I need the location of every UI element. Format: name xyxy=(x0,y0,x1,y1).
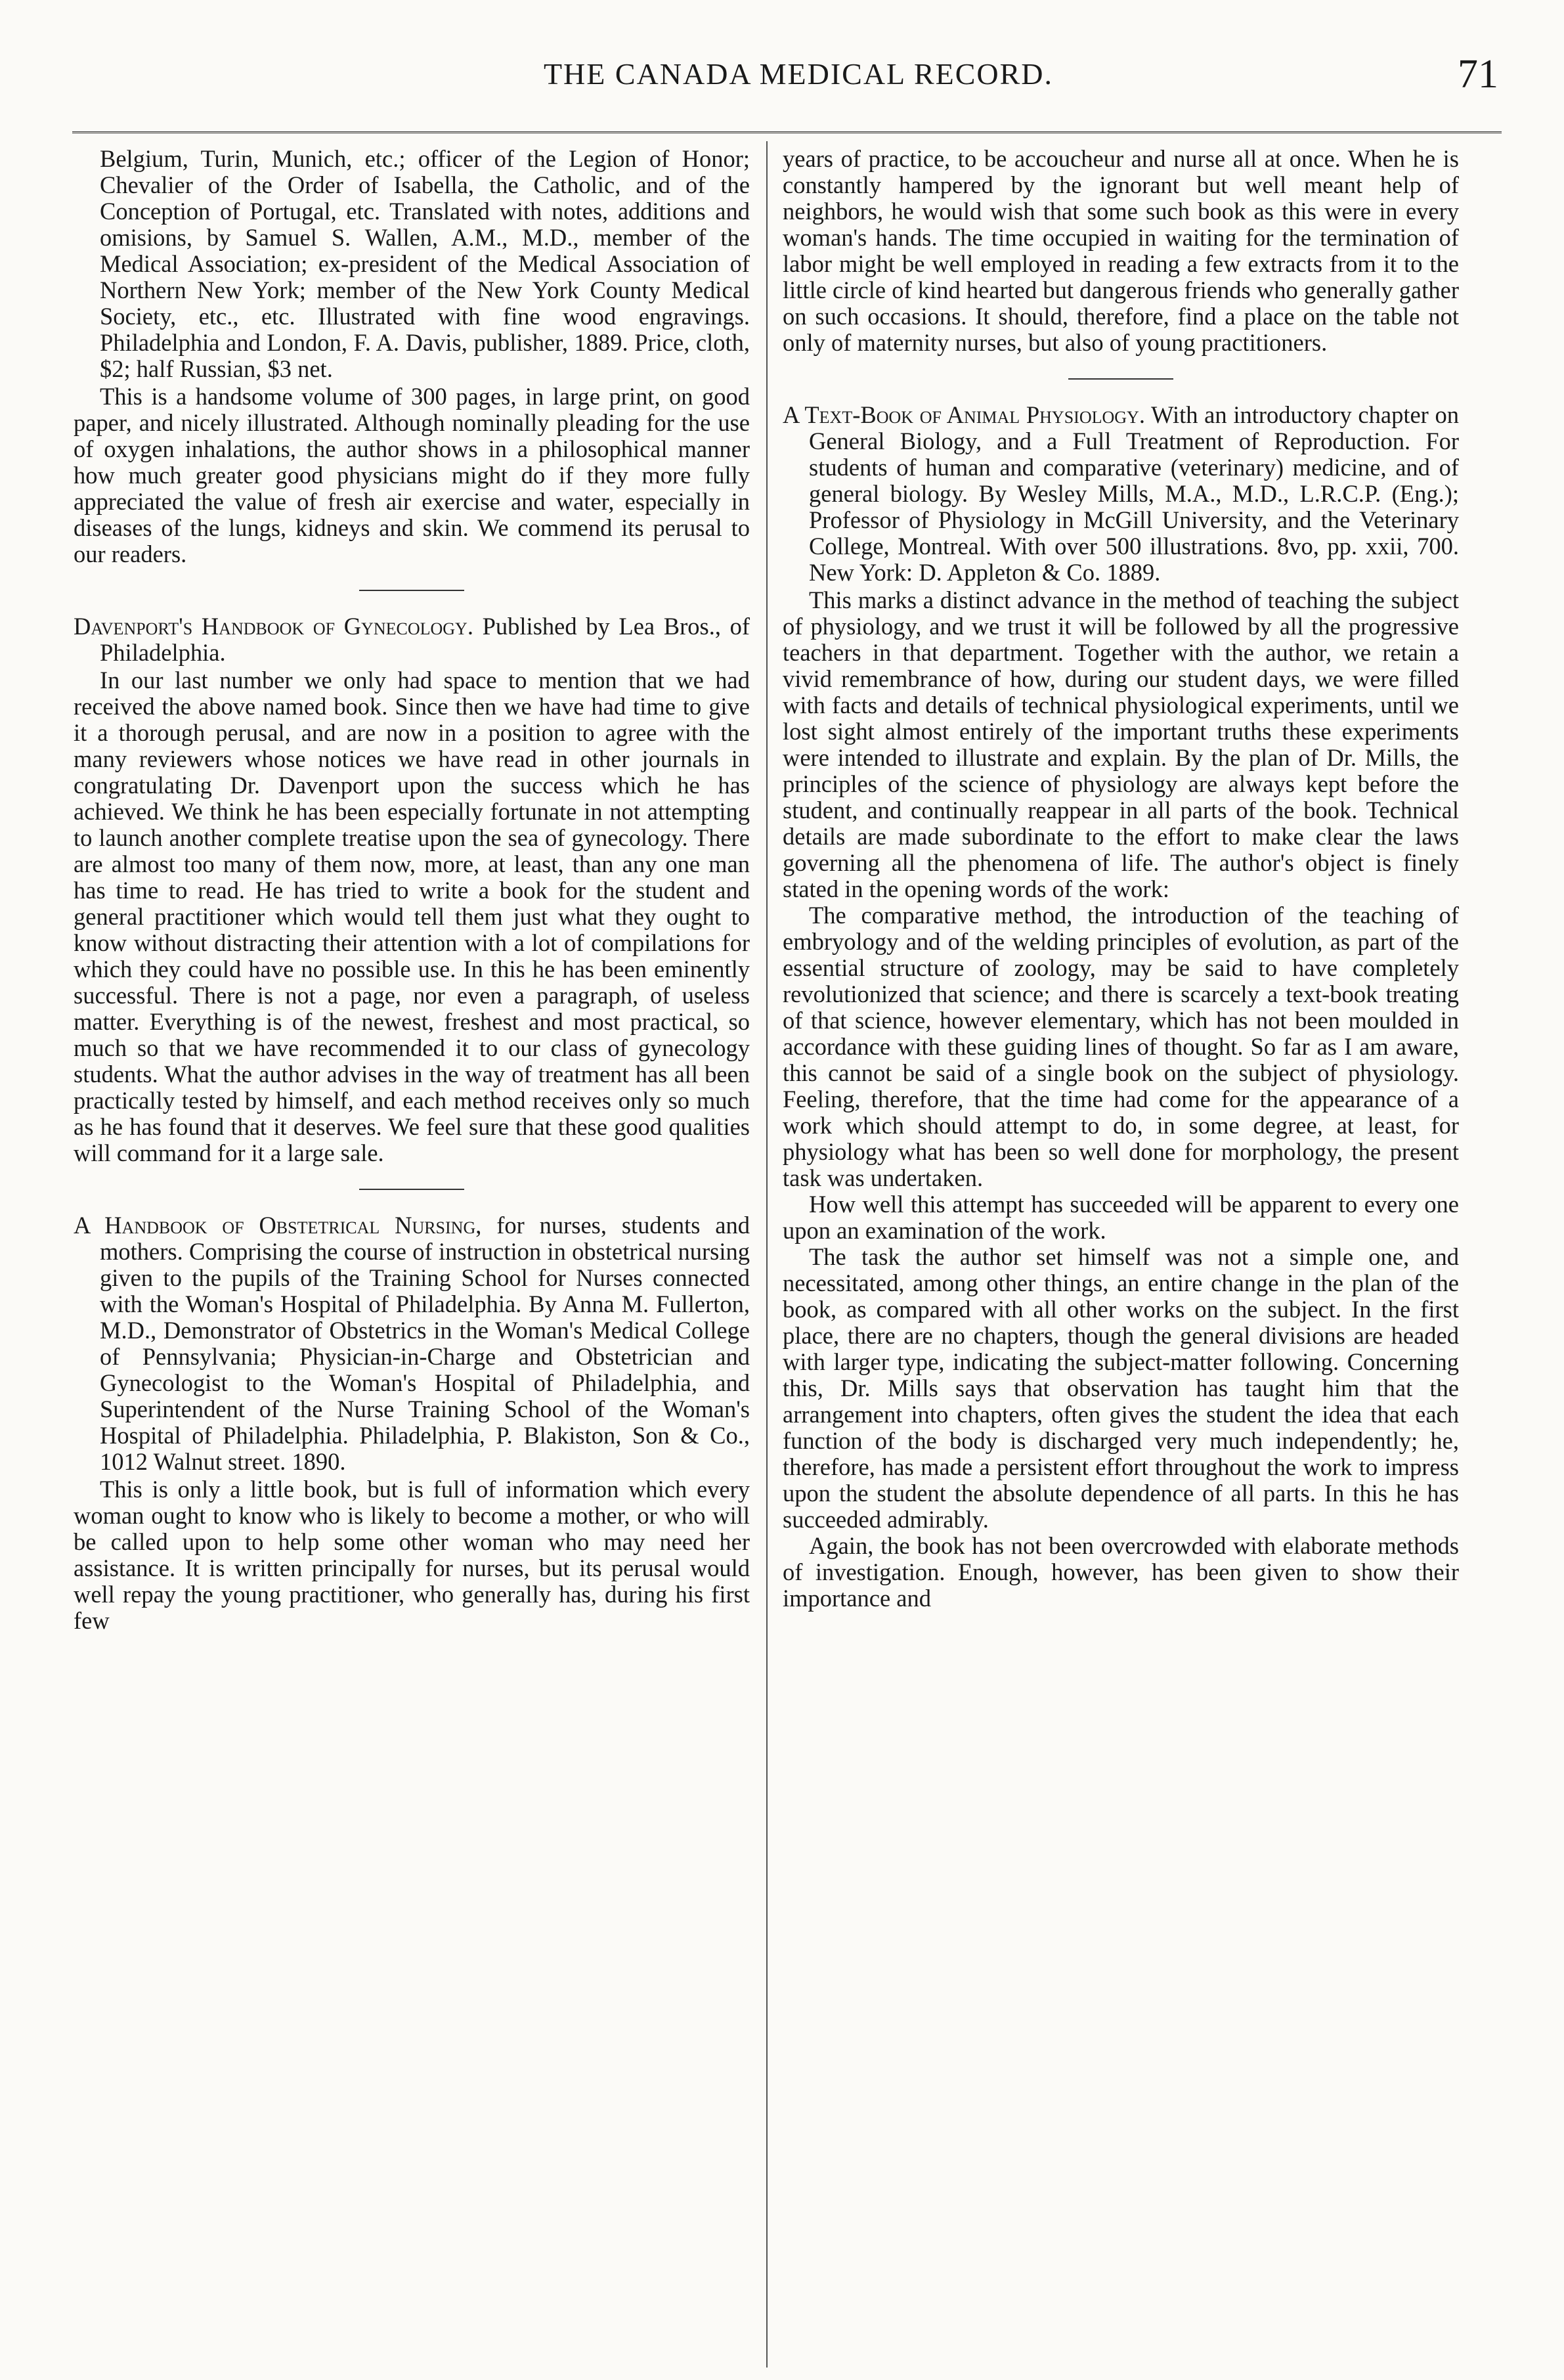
review-4-details: With an introductory chapter on General Biology, and a Full Treatment of Reproduction. For students of human and comparative (veterinary) medicine, and of general biology. By Wesley Mills, M.A., M.D., L.R.C.P. (Eng.); Professor of Physiology in McGill University, and the Veterinary College, Montreal. With over 500 illustrations. 8vo, pp. xxii, 700. New York: D. Appleton & Co. 1889. xyxy=(809,401,1460,586)
column-divider xyxy=(766,141,768,2368)
review-2-citation xyxy=(74,613,750,666)
review-4-body-4: The task the author set himself was not a simple one, and necessitated, among other things, an entire change in the plan of the book, as compared with all other works on the subject. In the first place, there are no chapters, though the general divisions are headed with larger type, indicating the subject-matter following. Concerning this, Dr. Mills says that observation has taught him that the arrangement into chapters, often gives the student the idea that each function of the body is discharged very much independently; he, therefore, has made a persistent effort throughout the work to impress upon the student the absolute dependence of all parts. In this he has succeeded admirably. xyxy=(783,1243,1459,1533)
review-2-body: In our last number we only had space to mention that we had received the above named book. Since then we have had time to give it a thorough perusal, and are now in a position to agree with the many reviewers whose notices we have read in other journals in congratulating Dr. Davenport upon the success which he has achieved. We think he has been especially fortunate in not attempting to launch another complete treatise upon the sea of gynecology. There are almost too many of them now, more, at least, than any one man has time to read. He has tried to write a book for the student and general practitioner which would tell them just what they ought to know without distracting their attention with a lot of compilations for which they could have no possible use. In this he has been eminently successful. There is not a page, nor even a paragraph, of useless matter. Everything is of the newest, freshest and most practical, so much so that we have recommended it to our class of gynecology students. What the author advises in the way of treatment has all been practically tested by himself, and each method receives only so much as he has found that it deserves. We feel sure that these good qualities will command for it a large sale. xyxy=(74,667,750,1166)
review-3-body: This is only a little book, but is full of information which every woman ought to know who is likely to become a mother, or who will be called upon to help some other woman who may need her assistance. It is written principally for nurses, but its perusal would well repay the young practitioner, who generally has, during his first few xyxy=(74,1476,750,1634)
review-2-title: Davenport's Handbook of Gynecology. xyxy=(74,613,473,640)
review-3-citation xyxy=(74,1212,750,1475)
right-column xyxy=(783,146,1459,1612)
separator xyxy=(359,590,464,591)
left-column xyxy=(74,146,750,1634)
review-4-body-5: Again, the book has not been overcrowded with elaborate methods of investigation. Enough, however, has been given to show their importance and xyxy=(783,1532,1459,1612)
review-3-body-continued: years of practice, to be accoucheur and nurse all at once. When he is constantly hampered by the ignorant but well meant help of neighbors, he would wish that some such book as this were in every woman's hands. The time occupied in waiting for the termination of labor might be well employed in reading a few extracts from it to the little circle of kind hearted but dangerous friends who generally gather on such occasions. It should, therefore, find a place on the table not only of maternity nurses, but also of young practitioners. xyxy=(783,145,1459,356)
review-4-body-3: How well this attempt has succeeded will be apparent to every one upon an examination of the work. xyxy=(783,1191,1459,1244)
review-3-details: for nurses, students and mothers. Comprising the course of instruction in obstetrical nursing given to the pupils of the Training School for Nurses connected with the Woman's Hospital of Philadelphia. By Anna M. Fullerton, M.D., Demonstrator of Obstetrics in the Woman's Medical College of Pennsylvania; Physician-in-Charge and Obstetrician and Gynecologist to the Woman's Hospital of Philadelphia, and Superintendent of the Nurse Training School of the Woman's Hospital of Philadelphia. Philadelphia, P. Blakiston, Son & Co., 1012 Walnut street. 1890. xyxy=(100,1212,750,1475)
page-number: 71 xyxy=(1458,52,1498,97)
separator xyxy=(359,1189,464,1190)
header-rule xyxy=(72,131,1502,136)
running-title: THE CANADA MEDICAL RECORD. xyxy=(543,57,1054,91)
separator xyxy=(1068,378,1173,380)
review-3-title: A Handbook of Obstetrical Nursing, xyxy=(74,1212,482,1239)
review-1-body: This is a handsome volume of 300 pages, in large print, on good paper, and nicely illustrated. Although nominally pleading for the use of oxygen inhalations, the author shows in a philosophical manner how much greater good physicians might do if they more fully appreciated the value of fresh air exercise and water, especially in diseases of the lungs, kidneys and skin. We commend its perusal to our readers. xyxy=(74,383,750,567)
review-4-body-2: The comparative method, the introduction of the teaching of embryology and of the welding principles of evolution, as part of the essential structure of zoology, may be said to have completely revolutionized that science; and there is scarcely a text-book treating of that science, however elementary, which has not been moulded in accordance with these guiding lines of thought. So far as I am aware, this cannot be said of a single book on the subject of physiology. Feeling, therefore, that the time had come for the appearance of a work which should attempt to do, in some degree, at least, for physiology what has been so well done for morphology, the present task was undertaken. xyxy=(783,902,1459,1191)
review-1-citation: Belgium, Turin, Munich, etc.; officer of the Legion of Honor; Chevalier of the Order of Isabella, the Catholic, and of the Conception of Portugal, etc. Translated with notes, additions and omisions, by Samuel S. Wallen, A.M., M.D., member of the Medical Association; ex-president of the Medical Association of Northern New York; member of the New York County Medical Society, etc., etc. Illustrated with fine wood engravings. Philadelphia and London, F. A. Davis, publisher, 1889. Price, cloth, $2; half Russian, $3 net. xyxy=(100,145,750,382)
review-2-publisher: Published by Lea Bros., of Philadelphia. xyxy=(100,613,750,666)
page-header xyxy=(85,51,1511,104)
review-4-body-1: This marks a distinct advance in the method of teaching the subject of physiology, and we trust it will be followed by all the progressive teachers in that department. Together with the author, we retain a vivid remembrance of how, during our student days, we were filled with facts and details of technical physiological experiments, until we lost sight almost entirely of the important truths these experiments were intended to illustrate and explain. By the plan of Dr. Mills, the principles of the science of physiology are always kept before the student, and continually reappear in all parts of the book. Technical details are made subordinate to the effort to make clear the laws governing all the phenomena of life. The author's object is finely stated in the opening words of the work: xyxy=(783,586,1459,902)
review-4-title: A Text-Book of Animal Physiology. xyxy=(783,401,1145,428)
review-4-citation xyxy=(783,402,1459,586)
